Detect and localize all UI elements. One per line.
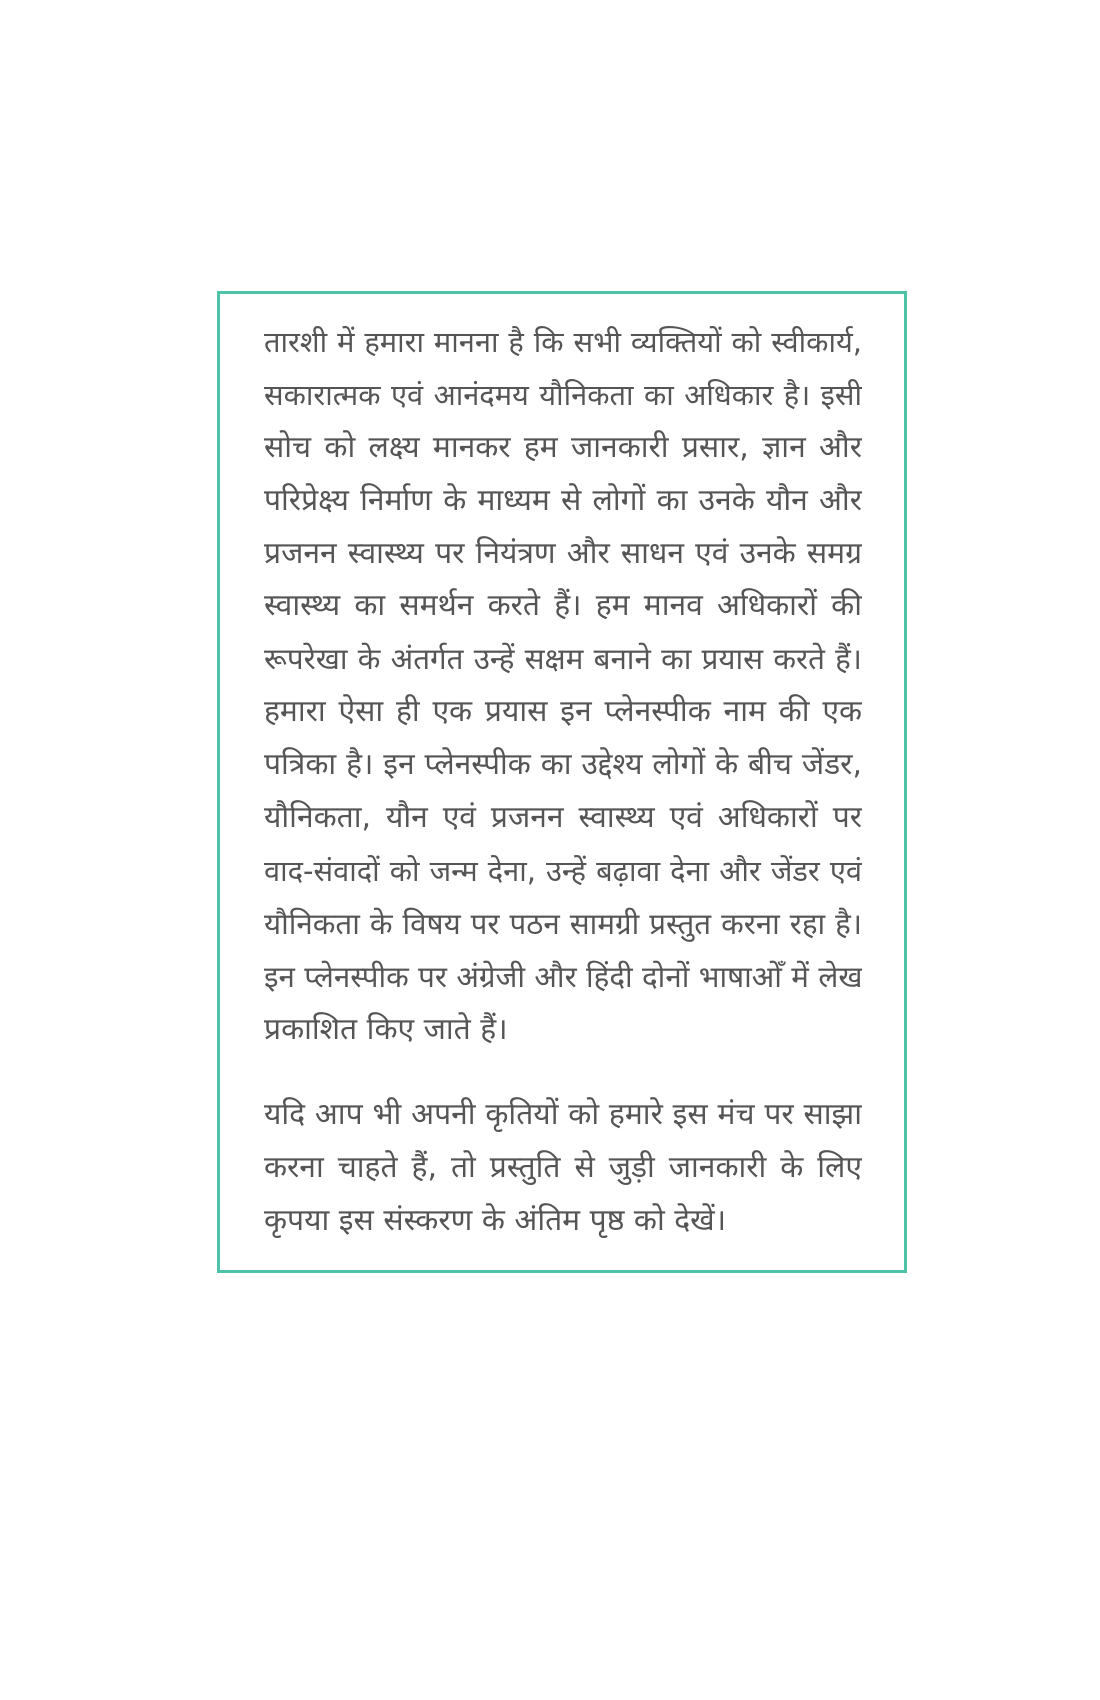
text-line: रूपरेखा के अंतर्गत उन्हें सक्षम बनाने का प्रयास करते हैं। bbox=[264, 642, 862, 677]
text-line: हमारा ऐसा ही एक प्रयास इन प्लेनस्पीक नाम की एक bbox=[264, 694, 862, 730]
text-line: प्रजनन स्वास्थ्य पर नियंत्रण और साधन एवं उनके समग्र bbox=[264, 535, 862, 571]
text-line: इन प्लेनस्पीक पर अंग्रेजी और हिंदी दोनों भाषाओँ में लेख bbox=[264, 959, 862, 994]
paragraph-about bbox=[264, 316, 862, 1056]
text-line: तारशी में हमारा मानना है कि सभी व्यक्तियों को स्वीकार्य, bbox=[264, 325, 862, 359]
text-line: यौनिकता, यौन एवं प्रजनन स्वास्थ्य एवं अधिकारों पर bbox=[264, 800, 862, 836]
text-line: करना चाहते हैं, तो प्रस्तुति से जुड़ी जानकारी के लिए bbox=[264, 1149, 862, 1185]
text-line: स्वास्थ्य का समर्थन करते हैं। हम मानव अधिकारों की bbox=[264, 588, 862, 624]
text-line: कृपया इस संस्करण के अंतिम पृष्ठ को देखें। bbox=[264, 1202, 727, 1238]
text-line: सकारात्मक एवं आनंदमय यौनिकता का अधिकार है। इसी bbox=[264, 377, 862, 412]
text-line: सोच को लक्ष्य मानकर हम जानकारी प्रसार, ज्ञान और bbox=[264, 429, 862, 465]
info-box bbox=[217, 291, 907, 1273]
text-line: परिप्रेक्ष्य निर्माण के माध्यम से लोगों का उनके यौन और bbox=[264, 482, 862, 518]
text-line: यौनिकता के विषय पर पठन सामग्री प्रस्तुत करना रहा है। bbox=[264, 906, 862, 941]
text-line: प्रकाशित किए जाते हैं। bbox=[264, 1011, 508, 1047]
text-line: यदि आप भी अपनी कृतियों को हमारे इस मंच पर साझा bbox=[264, 1097, 862, 1132]
text-line: पत्रिका है। इन प्लेनस्पीक का उद्देश्य लोगों के बीच जेंडर, bbox=[264, 747, 862, 783]
text-line: वाद-संवादों को जन्म देना, उन्हें बढ़ावा देना और जेंडर एवं bbox=[264, 853, 862, 888]
paragraph-submission bbox=[264, 1089, 862, 1248]
